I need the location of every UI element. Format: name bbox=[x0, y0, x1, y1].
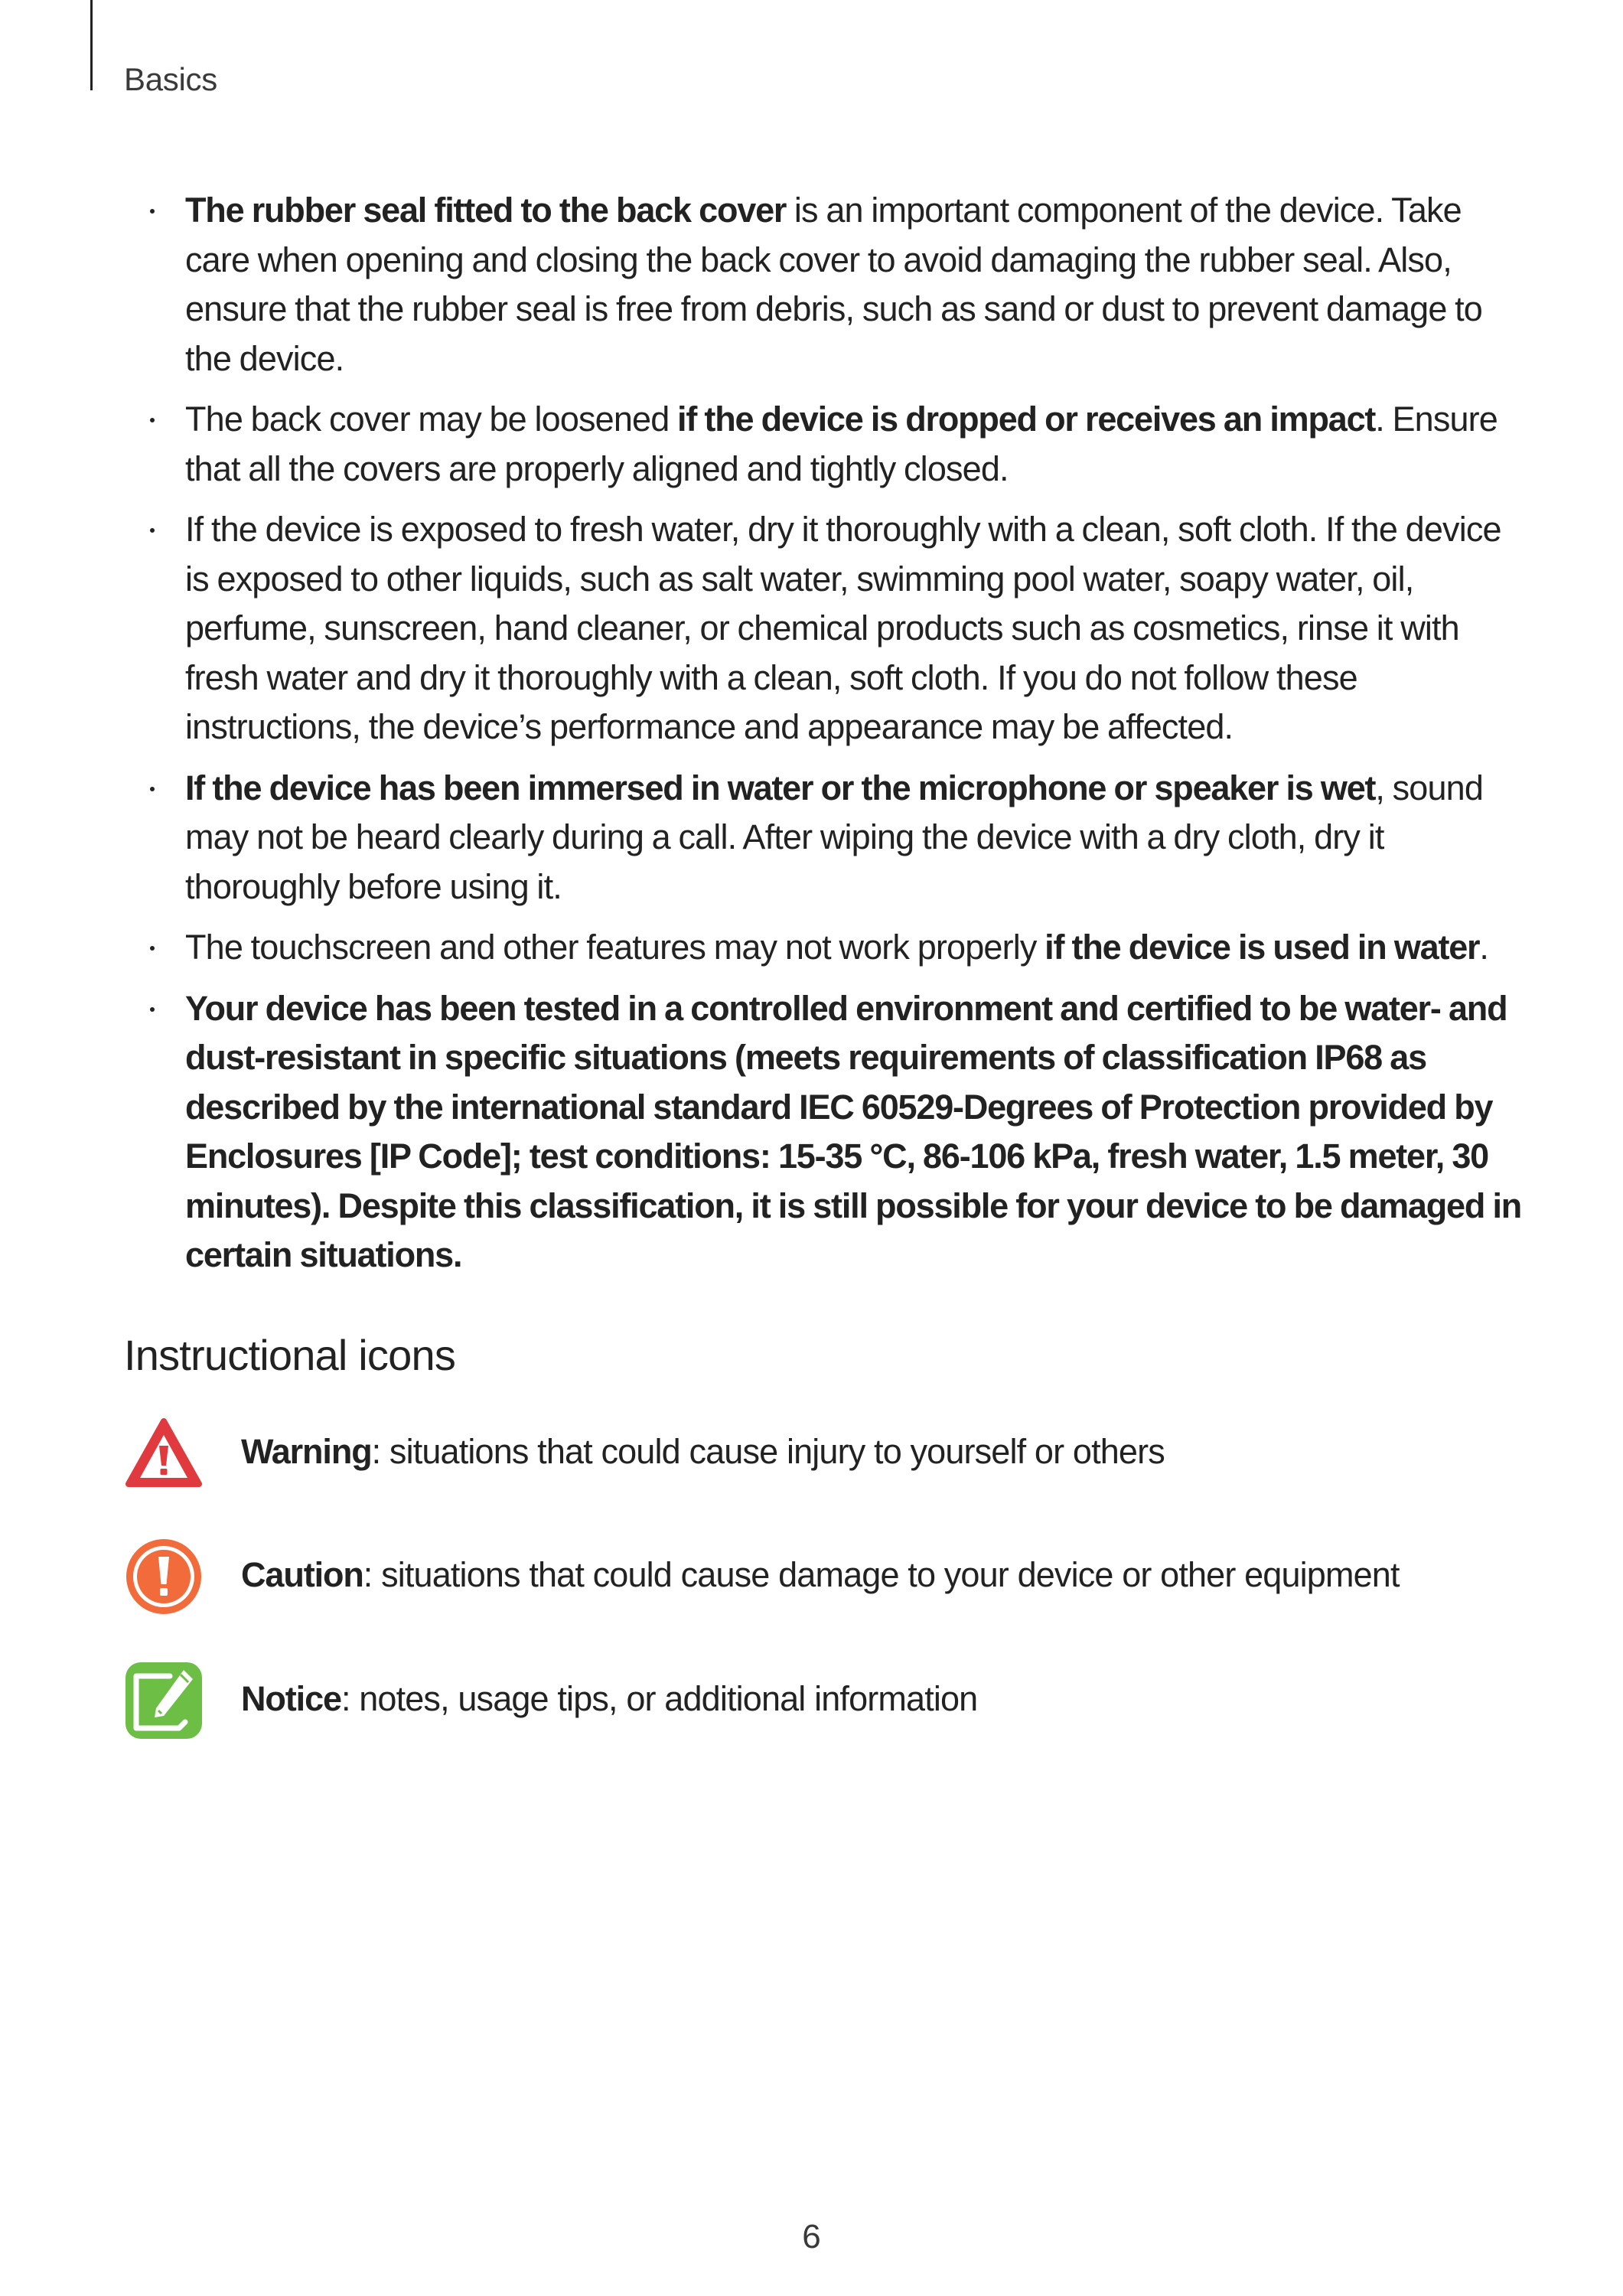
notice-label: Notice bbox=[241, 1679, 341, 1718]
precautions-list bbox=[124, 186, 1524, 1292]
warning-row bbox=[124, 1414, 1501, 1493]
list-item bbox=[124, 395, 1524, 494]
body-text: . Ensure that all the covers are properly aligned and tightly closed. bbox=[185, 400, 1498, 488]
list-item bbox=[124, 923, 1524, 973]
warning-text: : situations that could cause injury to yourself or others bbox=[371, 1432, 1165, 1471]
body-text: . bbox=[1479, 928, 1489, 967]
caution-label: Caution bbox=[241, 1555, 363, 1594]
warning-triangle-icon bbox=[124, 1414, 204, 1493]
list-item bbox=[124, 186, 1524, 383]
notice-note-icon bbox=[124, 1661, 204, 1740]
body-text: is an important component of the device. Take care when opening and closing the back cover to avoid damaging the rubber seal. Also, ensure that the rubber seal is free from debris, such as sand or dust to prevent damage to the device. bbox=[185, 191, 1482, 378]
list-item bbox=[124, 984, 1524, 1280]
bold-text: If the device has been immersed in water or the microphone or speaker is wet bbox=[185, 768, 1376, 807]
body-text: The touchscreen and other features may not work properly bbox=[185, 928, 1045, 967]
caution-text: : situations that could cause damage to your device or other equipment bbox=[363, 1555, 1400, 1594]
caution-row bbox=[124, 1537, 1501, 1616]
page-number: 6 bbox=[802, 2218, 821, 2255]
bold-text: The rubber seal fitted to the back cover bbox=[185, 191, 787, 230]
bold-text: if the device is dropped or receives an impact bbox=[677, 400, 1376, 439]
notice-description bbox=[241, 1675, 977, 1724]
body-text: If the device is exposed to fresh water, dry it thoroughly with a clean, soft cloth. If the device is exposed to other liquids, such as salt water, swimming pool water, soapy water, oil, perfume, sunscreen, hand cleaner, or chemical products such as cosmetics, rinse it with fresh water and dry it thoroughly with a clean, soft cloth. If you do not follow these instructions, the device’s performance and appearance may be affected. bbox=[185, 510, 1501, 746]
body-text: The back cover may be loosened bbox=[185, 400, 678, 439]
warning-description bbox=[241, 1427, 1165, 1476]
caution-description bbox=[241, 1551, 1400, 1600]
caution-circle-icon bbox=[124, 1537, 204, 1616]
list-item bbox=[124, 764, 1524, 912]
notice-row bbox=[124, 1661, 1501, 1740]
body-text: , sound may not be heard clearly during a call. After wiping the device with a dry cloth, dry it thoroughly before using it. bbox=[185, 768, 1484, 906]
bold-text: if the device is used in water bbox=[1045, 928, 1480, 967]
section-heading: Instructional icons bbox=[124, 1331, 456, 1379]
header-rule bbox=[90, 0, 93, 90]
section-label: Basics bbox=[124, 61, 217, 97]
bold-text: Your device has been tested in a controlled environment and certified to be water- and dust-resistant in specific situations (meets requirements of classification IP68 as described by the international standard IEC 60529-Degrees of Protection provided by Enclosures [IP Code]; test conditions: 15-35 °C, 86-106 kPa, fresh water, 1.5 meter, 30 minutes). Despite this classification, it is still possible for your device to be damaged in certain situations. bbox=[185, 988, 1522, 1274]
warning-label: Warning bbox=[241, 1432, 372, 1471]
notice-text: : notes, usage tips, or additional information bbox=[341, 1679, 978, 1718]
list-item bbox=[124, 505, 1524, 752]
